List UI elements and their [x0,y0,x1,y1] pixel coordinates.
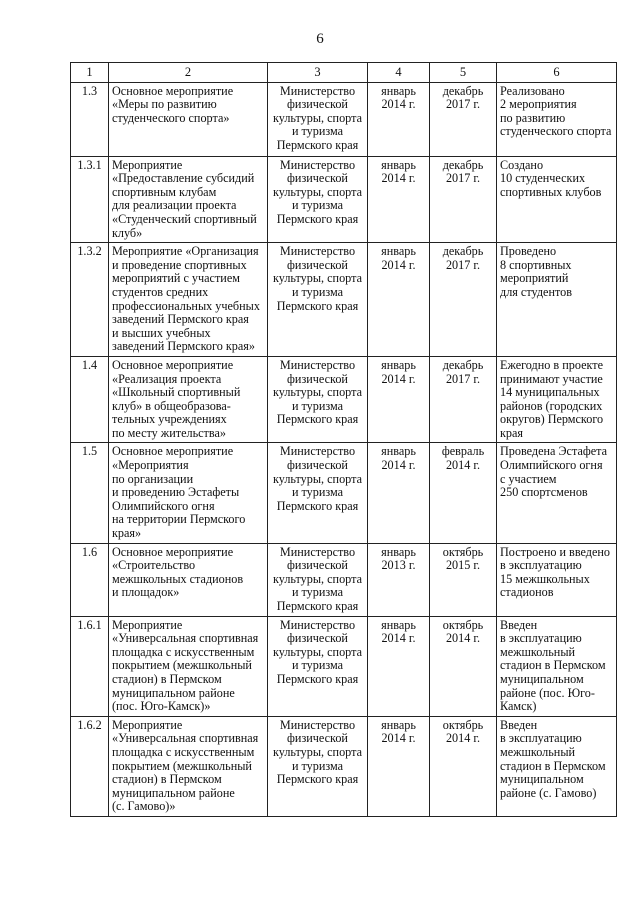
row-number: 1.6.1 [71,616,109,716]
table-row [71,543,617,616]
header-col-2: 2 [109,63,268,83]
activity-name: Мероприятие «Универсальная спортивная площадка с искусственным покрытием (межшкольный стадион) в Пермском муниципальном районе (пос. Юго-Камск)» [109,616,268,716]
row-number: 1.6 [71,543,109,616]
header-row [71,63,617,83]
row-number: 1.5 [71,443,109,543]
executor: Министерство физической культуры, спорта и туризма Пермского края [268,716,368,816]
expected-result: Проведено 8 спортивных мероприятий для студентов [497,243,617,357]
table-row [71,82,617,156]
start-date: январь 2014 г. [368,82,430,156]
executor: Министерство физической культуры, спорта и туризма Пермского края [268,543,368,616]
executor: Министерство физической культуры, спорта и туризма Пермского края [268,443,368,543]
header-col-3: 3 [268,63,368,83]
table-row [71,156,617,243]
end-date: октябрь 2014 г. [430,616,497,716]
expected-result: Построено и введено в эксплуатацию 15 межшкольных стадионов [497,543,617,616]
expected-result: Реализовано 2 мероприятия по развитию студенческого спорта [497,82,617,156]
activity-name: Основное мероприятие «Мероприятия по организации и проведению Эстафеты Олимпийского огня на территории Пермского края» [109,443,268,543]
executor: Министерство физической культуры, спорта и туризма Пермского края [268,616,368,716]
start-date: январь 2014 г. [368,156,430,243]
page-number: 6 [316,31,324,47]
end-date: февраль 2014 г. [430,443,497,543]
activity-name: Мероприятие «Универсальная спортивная площадка с искусственным покрытием (межшкольный стадион) в Пермском муниципальном районе (с. Гамово)» [109,716,268,816]
table-row [71,443,617,543]
expected-result: Введен в эксплуатацию межшкольный стадион в Пермском муниципальном районе (пос. Юго- Камск) [497,616,617,716]
executor: Министерство физической культуры, спорта и туризма Пермского края [268,243,368,357]
start-date: январь 2013 г. [368,543,430,616]
row-number: 1.3.2 [71,243,109,357]
activity-name: Мероприятие «Организация и проведение спортивных мероприятий с участием студентов средних профессиональных учебных заведений Пермского края и высших учебных заведений Пермского края» [109,243,268,357]
activity-name: Основное мероприятие «Строительство межшкольных стадионов и площадок» [109,543,268,616]
row-number: 1.3 [71,82,109,156]
header-col-5: 5 [430,63,497,83]
end-date: декабрь 2017 г. [430,243,497,357]
table-row [71,356,617,443]
executor: Министерство физической культуры, спорта и туризма Пермского края [268,82,368,156]
executor: Министерство физической культуры, спорта и туризма Пермского края [268,156,368,243]
expected-result: Проведена Эстафета Олимпийского огня с участием 250 спортсменов [497,443,617,543]
expected-result: Введен в эксплуатацию межшкольный стадион в Пермском муниципальном районе (с. Гамово) [497,716,617,816]
end-date: октябрь 2014 г. [430,716,497,816]
row-number: 1.3.1 [71,156,109,243]
executor: Министерство физической культуры, спорта и туризма Пермского края [268,356,368,443]
header-col-1: 1 [71,63,109,83]
start-date: январь 2014 г. [368,716,430,816]
expected-result: Ежегодно в проекте принимают участие 14 муниципальных районов (городских округов) Пермского края [497,356,617,443]
end-date: октябрь 2015 г. [430,543,497,616]
expected-result: Создано 10 студенческих спортивных клубов [497,156,617,243]
row-number: 1.6.2 [71,716,109,816]
row-number: 1.4 [71,356,109,443]
table-row [71,616,617,716]
start-date: январь 2014 г. [368,443,430,543]
activity-name: Основное мероприятие «Меры по развитию студенческого спорта» [109,82,268,156]
start-date: январь 2014 г. [368,243,430,357]
start-date: январь 2014 г. [368,616,430,716]
program-table [70,62,617,817]
start-date: январь 2014 г. [368,356,430,443]
header-col-4: 4 [368,63,430,83]
table-row [71,243,617,357]
activity-name: Мероприятие «Предоставление субсидий спортивным клубам для реализации проекта «Студенческий спортивный клуб» [109,156,268,243]
activity-name: Основное мероприятие «Реализация проекта «Школьный спортивный клуб» в общеобразова- тельных учреждениях по месту жительства» [109,356,268,443]
end-date: декабрь 2017 г. [430,356,497,443]
end-date: декабрь 2017 г. [430,82,497,156]
end-date: декабрь 2017 г. [430,156,497,243]
header-col-6: 6 [497,63,617,83]
table-row [71,716,617,816]
